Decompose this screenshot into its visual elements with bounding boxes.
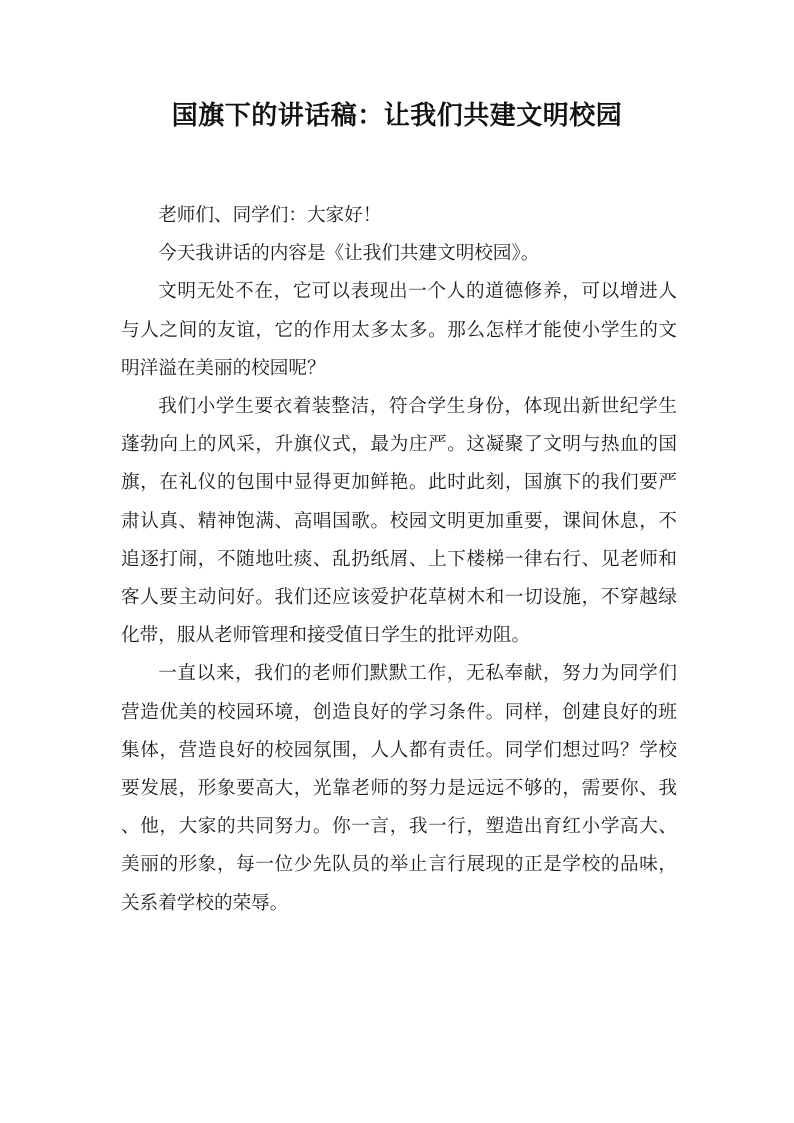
document-title: 国旗下的讲话稿：让我们共建文明校园: [171, 101, 623, 131]
paragraph-greeting: 老师们、同学们：大家好！: [158, 205, 382, 226]
paragraph-topic: 今天我讲话的内容是《让我们共建文明校园》。: [158, 243, 540, 265]
paragraph-teachers-effort: 一直以来，我们的老师们默默工作，无私奉献，努力为同学们营造优美的校园环境，创造良好的学习条件。同样，创建良好的班集体，营造良好的校园氛围，人人都有责任。同学们想过吗？学校要发展，形象要高大，光靠老师的努力是远远不够的，需要你、我、他，大家的共同努力。你一言，我一行，塑造出育红小学高大、美丽的形象，每一位少先队员的举止言行展现的正是学校的品味，关系着学校的荣辱。: [121, 663, 677, 914]
paragraph-civility: 文明无处不在，它可以表现出一个人的道德修养，可以增进人与人之间的友谊，它的作用太多太多。那么怎样才能使小学生的文明洋溢在美丽的校园呢？: [121, 281, 677, 379]
paragraph-student-conduct: 我们小学生要衣着装整洁，符合学生身份，体现出新世纪学生蓬勃向上的风采，升旗仪式，最为庄严。这凝聚了文明与热血的国旗，在礼仪的包围中显得更加鲜艳。此时此刻，国旗下的我们要严肃认真、精神饱满、高唱国歌。校园文明更加重要，课间休息，不追逐打闹，不随地吐痰、乱扔纸屑、上下楼梯一律右行、见老师和客人要主动问好。我们还应该爱护花草树木和一切设施，不穿越绿化带，服从老师管理和接受值日学生的批评劝阻。: [121, 396, 677, 647]
document-body: [121, 197, 677, 923]
